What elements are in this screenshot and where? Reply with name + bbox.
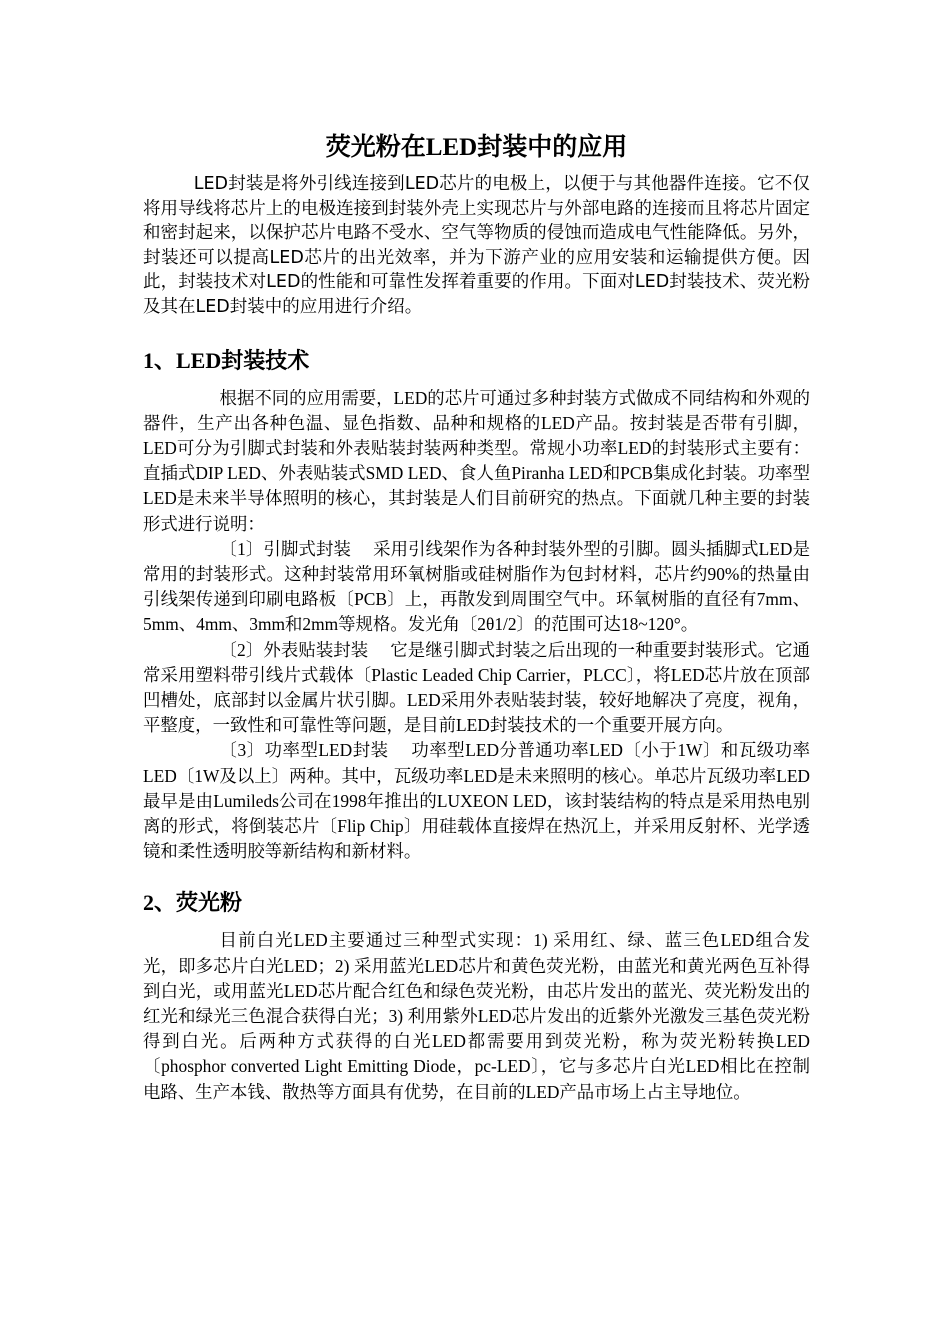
section1-paragraph-pin-package: 〔1〕引脚式封装 采用引线架作为各种封装外型的引脚。圆头插脚式LED是常用的封装形式。这种封装常用环氧树脂或硅树脂作为包封材料，芯片约90%的热量由引线架传递到印刷电路板〔PCB〕上，再散发到周围空气中。环氧树脂的直径有7mm、5mm、4mm、3mm和2mm等规格。发光角〔2θ1/2〕的范围可达18~120°。 — [143, 538, 810, 635]
section-heading-phosphor: 2、荧光粉 — [143, 890, 243, 916]
section-heading-led-packaging: 1、LED封装技术 — [143, 347, 310, 373]
section1-paragraph-smd-package: 〔2〕外表贴装封装 它是继引脚式封装之后出现的一种重要封装形式。它通常采用塑料带引线片式载体〔Plastic Leaded Chip Carrier，PLCC〕，将LED芯片放在顶部凹槽处，底部封以金属片状引脚。LED采用外表贴装封装，较好地解决了亮度，视角，平整度，一致性和可靠性等问题，是目前LED封装技术的一个重要开展方向。 — [143, 639, 810, 736]
section2-paragraph-white-led: 目前白光LED主要通过三种型式实现：1) 采用红、绿、蓝三色LED组合发光，即多芯片白光LED；2) 采用蓝光LED芯片和黄色荧光粉，由蓝光和黄光两色互补得到白光，或用蓝光LED芯片配合红色和绿色荧光粉，由芯片发出的蓝光、荧光粉发出的红光和绿光三色混合获得白光；3) 利用紫外LED芯片发出的近紫外光激发三基色荧光粉得到白光。后两种方式获得的白光LED都需要用到荧光粉，称为荧光粉转换LED〔phosphor converted Light Emitting Diode，pc-LED〕，它与多芯片白光LED相比在控制电路、生产本钱、散热等方面具有优势，在目前的LED产品市场上占主导地位。 — [143, 930, 810, 1102]
section1-paragraph-overview: 根据不同的应用需要，LED的芯片可通过多种封装方式做成不同结构和外观的器件，生产出各种色温、显色指数、品种和规格的LED产品。按封装是否带有引脚，LED可分为引脚式封装和外表贴装封装两种类型。常规小功率LED的封装形式主要有：直插式DIP LED、外表贴装式SMD LED、食人鱼Piranha LED和PCB集成化封装。功率型LED是未来半导体照明的核心，其封装是人们目前研究的热点。下面就几种主要的封装形式进行说明： — [143, 387, 810, 534]
intro-paragraph: LED封装是将外引线连接到LED芯片的电极上，以便于与其他器件连接。它不仅将用导线将芯片上的电极连接到封装外壳上实现芯片与外部电路的连接而且将芯片固定和密封起来，以保护芯片电路不受水、空气等物质的侵蚀而造成电气性能降低。另外，封装还可以提高LED芯片的出光效率，并为下游产业的应用安装和运输提供方便。因此，封装技术对LED的性能和可靠性发挥着重要的作用。下面对LED封装技术、荧光粉及其在LED封装中的应用进行介绍。 — [143, 174, 810, 317]
document-title: 荧光粉在LED封装中的应用 — [325, 134, 628, 161]
section1-paragraph-power-led: 〔3〕功率型LED封装 功率型LED分普通功率LED〔小于1W〕和瓦级功率LED〔1W及以上〕两种。其中，瓦级功率LED是未来照明的核心。单芯片瓦级功率LED最早是由Lumileds公司在1998年推出的LUXEON LED，该封装结构的特点是采用热电别离的形式，将倒装芯片〔Flip Chip〕用硅载体直接焊在热沉上，并采用反射杯、光学透镜和柔性透明胶等新结构和新材料。 — [143, 740, 810, 862]
document-page — [143, 130, 810, 1105]
